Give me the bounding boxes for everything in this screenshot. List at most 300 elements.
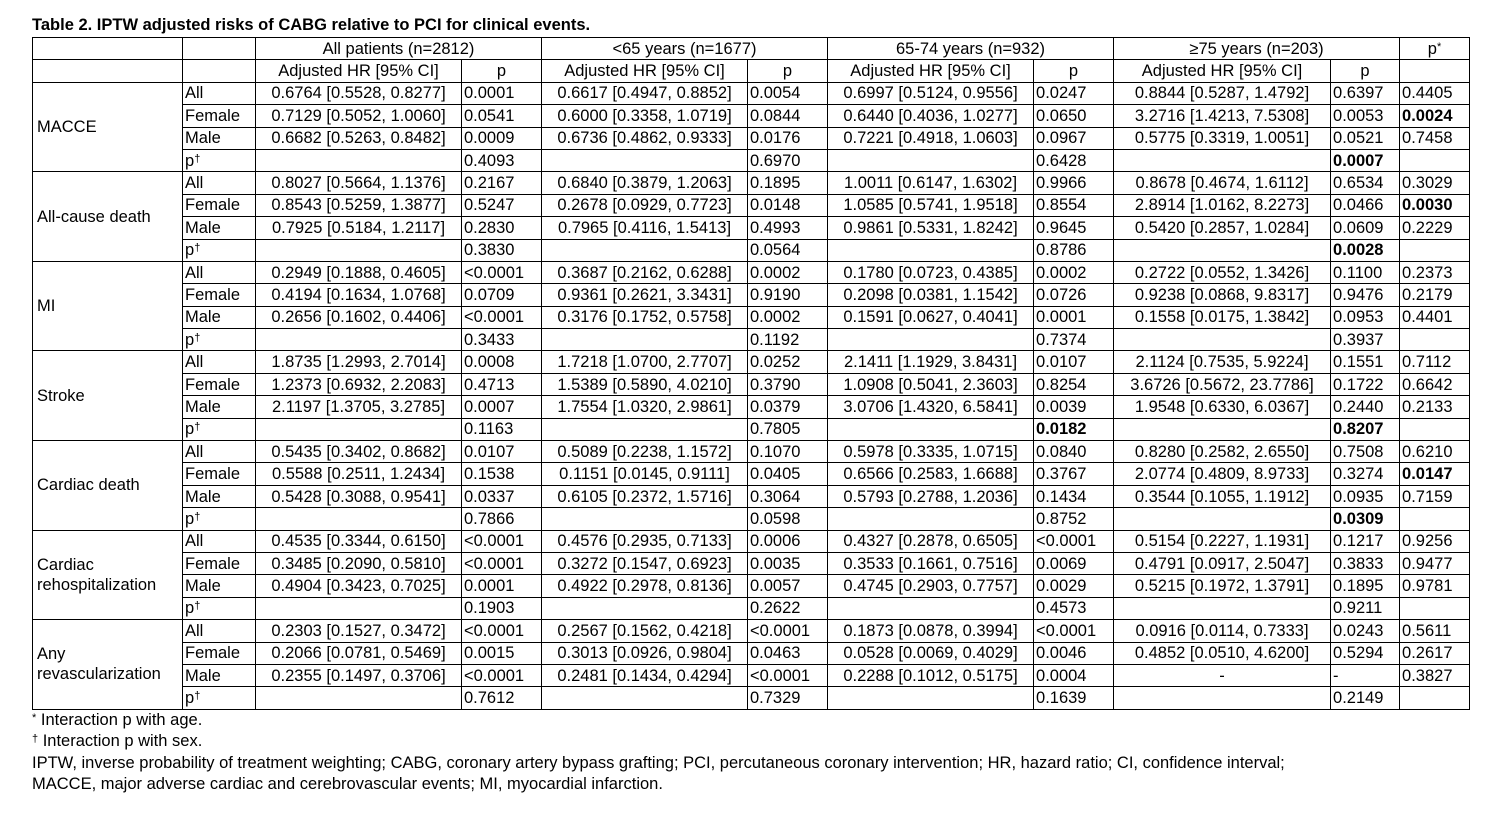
p-value: 0.1895	[1331, 575, 1400, 597]
subgroup-label: Male	[183, 396, 256, 418]
hazard-ratio-value: 0.8027 [0.5664, 1.1376]	[256, 172, 462, 194]
table-row	[33, 194, 1470, 216]
p-value: 0.2167	[462, 172, 542, 194]
interaction-p-age-value: 0.0024	[1400, 105, 1470, 127]
p-value: 0.1217	[1331, 530, 1400, 552]
hazard-ratio-value: 1.9548 [0.6330, 6.0367]	[1114, 396, 1331, 418]
interaction-p-sex-value: 0.1192	[748, 329, 828, 351]
p-value: 0.0844	[748, 105, 828, 127]
hazard-ratio-value: 0.3272 [0.1547, 0.6923]	[542, 552, 748, 574]
p-value: 0.6397	[1331, 82, 1400, 104]
p-value: 0.0521	[1331, 127, 1400, 149]
sub-header-hr: Adjusted HR [95% CI]	[828, 60, 1034, 82]
p-value: -	[1331, 664, 1400, 686]
hazard-ratio-value: 0.4576 [0.2935, 0.7133]	[542, 530, 748, 552]
interaction-sex-row	[33, 597, 1470, 619]
p-value: 0.0709	[462, 284, 542, 306]
blank-cell	[542, 508, 748, 530]
hazard-ratio-value: 1.8735 [1.2993, 2.7014]	[256, 351, 462, 373]
blank-cell	[256, 508, 462, 530]
subgroup-label: All	[183, 530, 256, 552]
p-value: 0.0001	[462, 575, 542, 597]
p-value: 0.0107	[1034, 351, 1114, 373]
interaction-p-sex-value: 0.0564	[748, 239, 828, 261]
table-row	[33, 82, 1470, 104]
group-header-all: All patients (n=2812)	[256, 38, 542, 60]
interaction-p-age-value: 0.2133	[1400, 396, 1470, 418]
hazard-ratio-value: 0.7965 [0.4116, 1.5413]	[542, 217, 748, 239]
hazard-ratio-value: -	[1114, 664, 1331, 686]
interaction-p-sex-value: 0.2622	[748, 597, 828, 619]
interaction-p-sex-value: 0.0598	[748, 508, 828, 530]
table-row	[33, 396, 1470, 418]
sub-header-p: p	[1331, 60, 1400, 82]
hazard-ratio-value: 0.4194 [0.1634, 1.0768]	[256, 284, 462, 306]
p-value: 0.0243	[1331, 620, 1400, 642]
hazard-ratio-value: 0.5420 [0.2857, 1.0284]	[1114, 217, 1331, 239]
p-value: <0.0001	[748, 620, 828, 642]
hazard-ratio-value: 0.3485 [0.2090, 0.5810]	[256, 552, 462, 574]
p-value: 0.0053	[1331, 105, 1400, 127]
p-value: 0.4713	[462, 373, 542, 395]
interaction-sex-label-text: p	[185, 599, 195, 618]
group-header-row	[33, 38, 1470, 60]
hazard-ratio-value: 0.1558 [0.0175, 1.3842]	[1114, 306, 1331, 328]
outcome-name-cell	[33, 620, 183, 710]
interaction-sex-row	[33, 508, 1470, 530]
blank-header-cell	[33, 38, 183, 60]
hazard-ratio-value: 0.8678 [0.4674, 1.6112]	[1114, 172, 1331, 194]
interaction-p-sex-value: 0.8207	[1331, 418, 1400, 440]
table-row	[33, 351, 1470, 373]
interaction-sex-mark: †	[194, 331, 201, 344]
interaction-p-age-value: 0.6642	[1400, 373, 1470, 395]
interaction-p-age-value: 0.7112	[1400, 351, 1470, 373]
interaction-p-age-value: 0.2179	[1400, 284, 1470, 306]
interaction-sex-mark: †	[194, 421, 201, 434]
blank-cell	[1114, 239, 1331, 261]
blank-cell	[1400, 329, 1470, 351]
p-value: 0.0379	[748, 396, 828, 418]
subgroup-label: Male	[183, 127, 256, 149]
blank-cell	[1114, 687, 1331, 709]
hazard-ratio-value: 0.5215 [0.1972, 1.3791]	[1114, 575, 1331, 597]
subgroup-label: Male	[183, 664, 256, 686]
blank-cell	[828, 418, 1034, 440]
hazard-ratio-value: 0.3533 [0.1661, 0.7516]	[828, 552, 1034, 574]
p-value: 0.5294	[1331, 642, 1400, 664]
interaction-sex-label	[183, 149, 256, 171]
subgroup-label: All	[183, 82, 256, 104]
subgroup-label: All	[183, 261, 256, 283]
hazard-ratio-value: 2.1411 [1.1929, 3.8431]	[828, 351, 1034, 373]
interaction-p-sex-value: 0.1163	[462, 418, 542, 440]
interaction-p-sex-value: 0.0007	[1331, 149, 1400, 171]
p-value: 0.0726	[1034, 284, 1114, 306]
footnote-mark: †	[32, 733, 39, 746]
blank-cell	[542, 597, 748, 619]
blank-header-cell	[1400, 60, 1470, 82]
table-row	[33, 552, 1470, 574]
p-value: 0.1722	[1331, 373, 1400, 395]
hazard-ratio-value: 0.2481 [0.1434, 0.4294]	[542, 664, 748, 686]
hazard-ratio-value: 0.6682 [0.5263, 0.8482]	[256, 127, 462, 149]
hazard-ratio-value: 0.6566 [0.2583, 1.6688]	[828, 463, 1034, 485]
results-table	[32, 37, 1470, 710]
blank-cell	[542, 329, 748, 351]
subgroup-label: Female	[183, 105, 256, 127]
subgroup-label: Male	[183, 217, 256, 239]
sub-header-hr: Adjusted HR [95% CI]	[1114, 60, 1331, 82]
hazard-ratio-value: 3.0706 [1.4320, 6.5841]	[828, 396, 1034, 418]
interaction-sex-label	[183, 687, 256, 709]
hazard-ratio-value: 0.1873 [0.0878, 0.3994]	[828, 620, 1034, 642]
table-row	[33, 217, 1470, 239]
p-value: 0.2830	[462, 217, 542, 239]
interaction-p-age-value: 0.4405	[1400, 82, 1470, 104]
p-value: 0.0541	[462, 105, 542, 127]
interaction-p-sex-value: 0.9211	[1331, 597, 1400, 619]
interaction-p-age-value: 0.2229	[1400, 217, 1470, 239]
p-value: 0.0967	[1034, 127, 1114, 149]
table-row	[33, 261, 1470, 283]
blank-cell	[828, 687, 1034, 709]
p-value: 0.0054	[748, 82, 828, 104]
blank-cell	[1400, 149, 1470, 171]
p-value: 0.0006	[748, 530, 828, 552]
interaction-p-age-value: 0.3029	[1400, 172, 1470, 194]
hazard-ratio-value: 0.2567 [0.1562, 0.4218]	[542, 620, 748, 642]
blank-cell	[828, 239, 1034, 261]
p-value: 0.0069	[1034, 552, 1114, 574]
hazard-ratio-value: 0.5978 [0.3335, 1.0715]	[828, 441, 1034, 463]
blank-cell	[828, 149, 1034, 171]
outcome-name-cell	[33, 530, 183, 620]
hazard-ratio-value: 0.7221 [0.4918, 1.0603]	[828, 127, 1034, 149]
table-row	[33, 284, 1470, 306]
outcome-name-line: Cardiac	[37, 555, 94, 574]
footnote-abbreviations: IPTW, inverse probability of treatment weighting; CABG, coronary artery bypass grafting; PCI, percutaneous coronary intervention; HR, hazard ratio; CI, confidence interval;	[32, 753, 1285, 772]
p-value: 0.9476	[1331, 284, 1400, 306]
p-value: 0.0405	[748, 463, 828, 485]
interaction-p-sex-value: 0.6970	[748, 149, 828, 171]
subgroup-label: All	[183, 441, 256, 463]
interaction-sex-label	[183, 418, 256, 440]
hazard-ratio-value: 1.0011 [0.6147, 1.6302]	[828, 172, 1034, 194]
subgroup-label: Male	[183, 575, 256, 597]
blank-cell	[1400, 597, 1470, 619]
outcome-name-line: revascularization	[37, 665, 161, 684]
p-value: 0.0057	[748, 575, 828, 597]
p-value: 0.0035	[748, 552, 828, 574]
hazard-ratio-value: 0.2288 [0.1012, 0.5175]	[828, 664, 1034, 686]
interaction-p-age-value: 0.3827	[1400, 664, 1470, 686]
outcome-name-cell	[33, 82, 183, 172]
interaction-sex-row	[33, 329, 1470, 351]
p-value: 0.0337	[462, 485, 542, 507]
footnote-mark: *	[32, 711, 37, 724]
p-value: 0.0107	[462, 441, 542, 463]
p-value: 0.0148	[748, 194, 828, 216]
outcome-name-cell	[33, 441, 183, 531]
interaction-sex-label	[183, 329, 256, 351]
hazard-ratio-value: 3.6726 [0.5672, 23.7786]	[1114, 373, 1331, 395]
p-value: 0.9645	[1034, 217, 1114, 239]
interaction-p-age-value: 0.0030	[1400, 194, 1470, 216]
interaction-p-sex-value: 0.7866	[462, 508, 542, 530]
subgroup-label: Female	[183, 284, 256, 306]
p-value: 0.1551	[1331, 351, 1400, 373]
hazard-ratio-value: 0.8844 [0.5287, 1.4792]	[1114, 82, 1331, 104]
interaction-sex-row	[33, 239, 1470, 261]
interaction-sex-mark: †	[194, 600, 201, 613]
hazard-ratio-value: 0.2066 [0.0781, 0.5469]	[256, 642, 462, 664]
p-value: <0.0001	[462, 261, 542, 283]
interaction-p-label: p	[1427, 39, 1437, 58]
footnote-sex	[32, 731, 1472, 753]
p-value: 0.0046	[1034, 642, 1114, 664]
p-value: 0.6534	[1331, 172, 1400, 194]
p-value: 0.0935	[1331, 485, 1400, 507]
table-row	[33, 306, 1470, 328]
interaction-p-sex-value: 0.8752	[1034, 508, 1114, 530]
hazard-ratio-value: 1.2373 [0.6932, 2.2083]	[256, 373, 462, 395]
p-value: 0.0002	[1034, 261, 1114, 283]
blank-header-cell	[183, 38, 256, 60]
p-value: 0.0252	[748, 351, 828, 373]
table-row	[33, 463, 1470, 485]
p-value: 0.1100	[1331, 261, 1400, 283]
hazard-ratio-value: 0.4904 [0.3423, 0.7025]	[256, 575, 462, 597]
p-value: 0.0015	[462, 642, 542, 664]
hazard-ratio-value: 1.0908 [0.5041, 2.3603]	[828, 373, 1034, 395]
blank-cell	[542, 687, 748, 709]
outcome-name-line: Any	[37, 645, 66, 664]
interaction-sex-label-text: p	[185, 241, 195, 260]
blank-cell	[256, 597, 462, 619]
p-value: <0.0001	[1034, 530, 1114, 552]
hazard-ratio-value: 0.6997 [0.5124, 0.9556]	[828, 82, 1034, 104]
p-value: <0.0001	[462, 664, 542, 686]
blank-cell	[256, 418, 462, 440]
interaction-sex-label	[183, 597, 256, 619]
p-value: 0.0039	[1034, 396, 1114, 418]
footnote-text: Interaction p with sex.	[38, 732, 203, 751]
p-value: 0.0463	[748, 642, 828, 664]
interaction-p-age-value: 0.2617	[1400, 642, 1470, 664]
group-header-65-74: 65-74 years (n=932)	[828, 38, 1114, 60]
interaction-sex-label-text: p	[185, 330, 195, 349]
interaction-sex-mark: †	[194, 152, 201, 165]
p-value: 0.8254	[1034, 373, 1114, 395]
table-row	[33, 172, 1470, 194]
hazard-ratio-value: 1.7554 [1.0320, 2.9861]	[542, 396, 748, 418]
table-row	[33, 105, 1470, 127]
interaction-p-age-value: 0.0147	[1400, 463, 1470, 485]
hazard-ratio-value: 0.6105 [0.2372, 1.5716]	[542, 485, 748, 507]
interaction-sex-row	[33, 418, 1470, 440]
blank-cell	[1114, 418, 1331, 440]
p-value: 0.3833	[1331, 552, 1400, 574]
table-row	[33, 530, 1470, 552]
interaction-p-age-value: 0.9781	[1400, 575, 1470, 597]
hazard-ratio-value: 0.1151 [0.0145, 0.9111]	[542, 463, 748, 485]
p-value: 0.0004	[1034, 664, 1114, 686]
hazard-ratio-value: 0.8280 [0.2582, 2.6550]	[1114, 441, 1331, 463]
p-value: 0.0001	[1034, 306, 1114, 328]
interaction-p-sex-value: 0.2149	[1331, 687, 1400, 709]
subgroup-label: Female	[183, 194, 256, 216]
hazard-ratio-value: 1.7218 [1.0700, 2.7707]	[542, 351, 748, 373]
interaction-sex-label	[183, 239, 256, 261]
p-value: 0.0840	[1034, 441, 1114, 463]
hazard-ratio-value: 0.4852 [0.0510, 4.6200]	[1114, 642, 1331, 664]
interaction-p-sex-value: 0.8786	[1034, 239, 1114, 261]
interaction-sex-mark: †	[194, 510, 201, 523]
blank-cell	[256, 687, 462, 709]
subgroup-label: Female	[183, 642, 256, 664]
hazard-ratio-value: 0.3544 [0.1055, 1.1912]	[1114, 485, 1331, 507]
sub-header-p: p	[748, 60, 828, 82]
p-value: 0.0001	[462, 82, 542, 104]
interaction-sex-label-text: p	[185, 420, 195, 439]
hazard-ratio-value: 0.5793 [0.2788, 1.2036]	[828, 485, 1034, 507]
hazard-ratio-value: 0.2656 [0.1602, 0.4406]	[256, 306, 462, 328]
interaction-sex-label-text: p	[185, 509, 195, 528]
hazard-ratio-value: 2.1197 [1.3705, 3.2785]	[256, 396, 462, 418]
hazard-ratio-value: 0.1591 [0.0627, 0.4041]	[828, 306, 1034, 328]
blank-cell	[256, 239, 462, 261]
p-value: 0.0029	[1034, 575, 1114, 597]
footnote-age	[32, 710, 1472, 732]
p-value: <0.0001	[462, 306, 542, 328]
hazard-ratio-value: 0.6764 [0.5528, 0.8277]	[256, 82, 462, 104]
interaction-p-sex-value: 0.7805	[748, 418, 828, 440]
outcome-name-line: All-cause death	[37, 207, 151, 226]
p-value: <0.0001	[462, 530, 542, 552]
hazard-ratio-value: 0.4327 [0.2878, 0.6505]	[828, 530, 1034, 552]
outcome-name-line: Cardiac death	[37, 476, 140, 495]
interaction-p-header	[1400, 38, 1470, 60]
hazard-ratio-value: 0.6840 [0.3879, 1.2063]	[542, 172, 748, 194]
blank-cell	[256, 149, 462, 171]
p-value: 0.0007	[462, 396, 542, 418]
interaction-p-age-value: 0.7458	[1400, 127, 1470, 149]
table-row	[33, 485, 1470, 507]
hazard-ratio-value: 0.4745 [0.2903, 0.7757]	[828, 575, 1034, 597]
subgroup-label: Male	[183, 485, 256, 507]
table-container	[32, 14, 1472, 796]
sub-header-p: p	[462, 60, 542, 82]
sub-header-row	[33, 60, 1470, 82]
interaction-p-sex-value: 0.3937	[1331, 329, 1400, 351]
hazard-ratio-value: 0.9861 [0.5331, 1.8242]	[828, 217, 1034, 239]
group-header-under65: <65 years (n=1677)	[542, 38, 828, 60]
interaction-p-sex-value: 0.0309	[1331, 508, 1400, 530]
p-value: 0.0002	[748, 306, 828, 328]
blank-cell	[1114, 508, 1331, 530]
blank-cell	[542, 418, 748, 440]
blank-cell	[1114, 149, 1331, 171]
hazard-ratio-value: 0.5588 [0.2511, 1.2434]	[256, 463, 462, 485]
p-value: 0.5247	[462, 194, 542, 216]
interaction-p-sex-value: 0.4573	[1034, 597, 1114, 619]
hazard-ratio-value: 0.8543 [0.5259, 1.3877]	[256, 194, 462, 216]
hazard-ratio-value: 0.9238 [0.0868, 9.8317]	[1114, 284, 1331, 306]
interaction-p-age-value: 0.7159	[1400, 485, 1470, 507]
hazard-ratio-value: 0.5089 [0.2238, 1.1572]	[542, 441, 748, 463]
blank-header-cell	[33, 60, 183, 82]
blank-cell	[1400, 687, 1470, 709]
table-row	[33, 575, 1470, 597]
interaction-sex-label	[183, 508, 256, 530]
hazard-ratio-value: 0.5154 [0.2227, 1.1931]	[1114, 530, 1331, 552]
hazard-ratio-value: 0.2098 [0.0381, 1.1542]	[828, 284, 1034, 306]
p-value: <0.0001	[1034, 620, 1114, 642]
p-value: 0.0650	[1034, 105, 1114, 127]
p-value: <0.0001	[462, 552, 542, 574]
footnote-text: Interaction p with age.	[36, 710, 203, 729]
p-value: 0.4993	[748, 217, 828, 239]
interaction-sex-label-text: p	[185, 151, 195, 170]
table-row	[33, 441, 1470, 463]
p-value: 0.3767	[1034, 463, 1114, 485]
outcome-name-line: MACCE	[37, 118, 97, 137]
subgroup-label: Male	[183, 306, 256, 328]
interaction-p-sex-value: 0.6428	[1034, 149, 1114, 171]
table-row	[33, 642, 1470, 664]
interaction-p-age-value: 0.4401	[1400, 306, 1470, 328]
interaction-p-sex-value: 0.7374	[1034, 329, 1114, 351]
blank-cell	[542, 149, 748, 171]
blank-cell	[828, 329, 1034, 351]
hazard-ratio-value: 0.5775 [0.3319, 1.0051]	[1114, 127, 1331, 149]
blank-cell	[1114, 329, 1331, 351]
interaction-p-sex-value: 0.3830	[462, 239, 542, 261]
hazard-ratio-value: 0.2678 [0.0929, 0.7723]	[542, 194, 748, 216]
interaction-p-age-value: 0.5611	[1400, 620, 1470, 642]
hazard-ratio-value: 0.4791 [0.0917, 2.5047]	[1114, 552, 1331, 574]
p-value: 0.1434	[1034, 485, 1114, 507]
interaction-p-age-value: 0.2373	[1400, 261, 1470, 283]
hazard-ratio-value: 0.2355 [0.1497, 0.3706]	[256, 664, 462, 686]
subgroup-label: Female	[183, 373, 256, 395]
subgroup-label: All	[183, 620, 256, 642]
outcome-name-cell	[33, 172, 183, 262]
hazard-ratio-value: 0.3176 [0.1752, 0.5758]	[542, 306, 748, 328]
interaction-sex-mark: †	[194, 690, 201, 703]
table-row	[33, 127, 1470, 149]
p-value: 0.3274	[1331, 463, 1400, 485]
p-value: 0.9190	[748, 284, 828, 306]
p-value: 0.1538	[462, 463, 542, 485]
hazard-ratio-value: 2.1124 [0.7535, 5.9224]	[1114, 351, 1331, 373]
hazard-ratio-value: 2.0774 [0.4809, 8.9733]	[1114, 463, 1331, 485]
p-value: 0.0609	[1331, 217, 1400, 239]
hazard-ratio-value: 0.3013 [0.0926, 0.9804]	[542, 642, 748, 664]
p-value: 0.0176	[748, 127, 828, 149]
p-value: 0.0247	[1034, 82, 1114, 104]
p-value: <0.0001	[462, 620, 542, 642]
footnotes	[32, 710, 1472, 796]
interaction-p-sex-value: 0.4093	[462, 149, 542, 171]
blank-header-cell	[183, 60, 256, 82]
blank-cell	[1400, 239, 1470, 261]
hazard-ratio-value: 0.6000 [0.3358, 1.0719]	[542, 105, 748, 127]
sub-header-p: p	[1034, 60, 1114, 82]
outcome-name-cell	[33, 351, 183, 441]
hazard-ratio-value: 0.4922 [0.2978, 0.8136]	[542, 575, 748, 597]
